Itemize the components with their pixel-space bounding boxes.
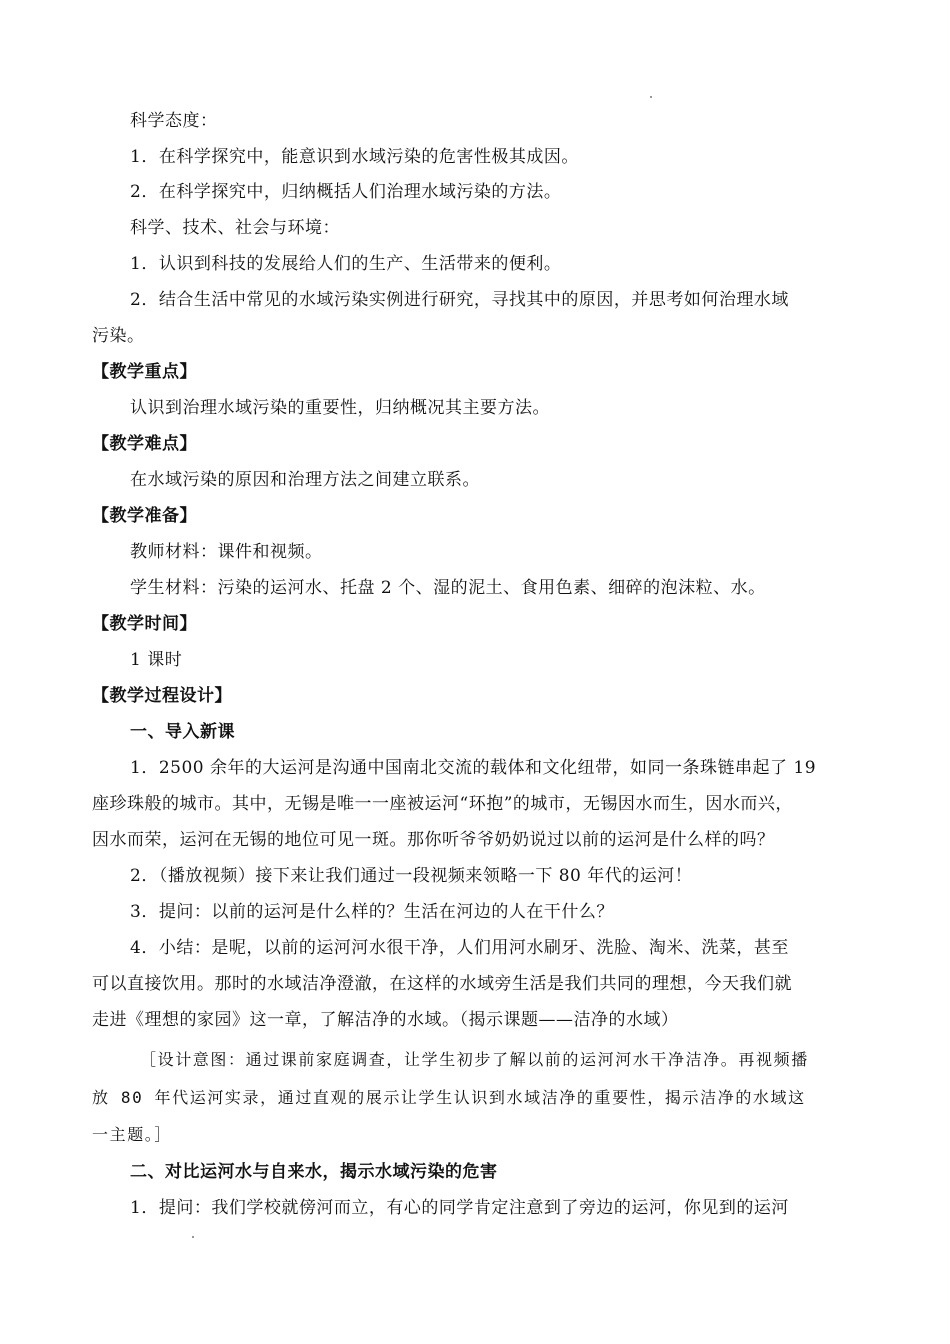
key-point-text: 认识到治理水域污染的重要性，归纳概况其主要方法。 bbox=[130, 398, 550, 418]
design-note-line-1: ［设计意图：通过课前家庭调查，让学生初步了解以前的运河河水干净洁净。再视频播 bbox=[140, 1050, 809, 1069]
science-attitude-item-2: 2．在科学探究中，归纳概括人们治理水域污染的方法。 bbox=[130, 182, 562, 202]
science-attitude-title: 科学态度： bbox=[130, 111, 218, 131]
time-heading: 【教学时间】 bbox=[92, 614, 197, 634]
process-heading: 【教学过程设计】 bbox=[92, 686, 232, 706]
part1-title: 一、导入新课 bbox=[130, 722, 235, 742]
preparation-teacher: 教师材料：课件和视频。 bbox=[130, 542, 323, 562]
part1-p1-line-2: 座珍珠般的城市。其中，无锡是唯一一座被运河“环抱”的城市，无锡因水而生，因水而兴， bbox=[92, 794, 793, 814]
part1-p2: 2．（播放视频）接下来让我们通过一段视频来领略一下 80 年代的运河！ bbox=[130, 866, 693, 886]
stse-title: 科学、技术、社会与环境： bbox=[130, 218, 340, 238]
stse-item-2-line-2: 污染。 bbox=[92, 326, 145, 346]
design-note-line-2: 放 80 年代运河实录，通过直观的展示让学生认识到水域洁净的重要性，揭示洁净的水域这 bbox=[92, 1088, 806, 1107]
difficulty-text: 在水域污染的原因和治理方法之间建立联系。 bbox=[130, 470, 480, 490]
part2-p1: 1．提问：我们学校就傍河而立，有心的同学肯定注意到了旁边的运河，你见到的运河 bbox=[130, 1198, 789, 1218]
difficulty-heading: 【教学难点】 bbox=[92, 434, 197, 454]
part1-p4-line-1: 4．小结：是呢，以前的运河河水很干净，人们用河水刷牙、洗脸、淘米、洗菜，甚至 bbox=[130, 938, 789, 958]
scan-speck bbox=[192, 1236, 194, 1238]
part1-p4-line-3: 走进《理想的家园》这一章，了解洁净的水域。（揭示课题——洁净的水域） bbox=[92, 1010, 679, 1030]
part1-p1-line-3: 因水而荣，运河在无锡的地位可见一斑。那你听爷爷奶奶说过以前的运河是什么样的吗？ bbox=[92, 830, 775, 850]
stse-item-2-line-1: 2．结合生活中常见的水域污染实例进行研究，寻找其中的原因，并思考如何治理水域 bbox=[130, 290, 789, 310]
time-text: 1 课时 bbox=[130, 650, 183, 670]
design-note-line-3: 一主题。］ bbox=[92, 1125, 173, 1144]
key-point-heading: 【教学重点】 bbox=[92, 362, 197, 382]
preparation-heading: 【教学准备】 bbox=[92, 506, 197, 526]
scan-speck bbox=[650, 96, 652, 98]
science-attitude-item-1: 1．在科学探究中，能意识到水域污染的危害性极其成因。 bbox=[130, 147, 579, 167]
part1-p1-line-1: 1．2500 余年的大运河是沟通中国南北交流的载体和文化纽带，如同一条珠链串起了 19 bbox=[130, 758, 817, 778]
part2-title: 二、对比运河水与自来水，揭示水域污染的危害 bbox=[130, 1162, 498, 1182]
part1-p4-line-2: 可以直接饮用。那时的水域洁净澄澈，在这样的水域旁生活是我们共同的理想，今天我们就 bbox=[92, 974, 792, 994]
stse-item-1: 1．认识到科技的发展给人们的生产、生活带来的便利。 bbox=[130, 254, 562, 274]
preparation-student: 学生材料：污染的运河水、托盘 2 个、湿的泥土、食用色素、细碎的泡沫粒、水。 bbox=[130, 578, 766, 598]
part1-p3: 3．提问：以前的运河是什么样的？生活在河边的人在干什么？ bbox=[130, 902, 614, 922]
